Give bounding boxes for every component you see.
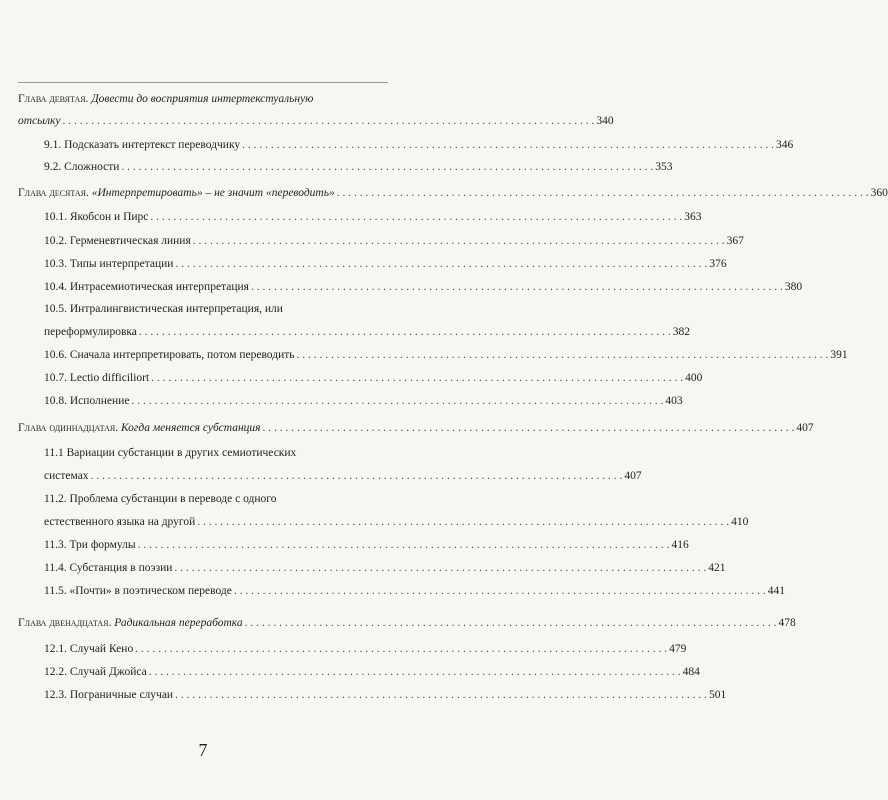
section-title: 10.4. Интрасемиотическая интерпретация xyxy=(44,281,249,293)
toc-section-12-1[interactable] xyxy=(44,642,687,656)
page-number: 501 xyxy=(708,689,727,701)
chapter-title: Довести до восприятия интертекстуальную xyxy=(91,93,314,105)
toc-section-10-2[interactable] xyxy=(44,234,744,248)
page-number: 380 xyxy=(784,281,803,293)
toc-section-10-1[interactable] xyxy=(44,210,702,224)
page-number: 441 xyxy=(767,585,785,597)
toc-section-11-4[interactable] xyxy=(44,561,726,575)
toc-section-11-3[interactable] xyxy=(44,538,689,552)
dot-leader xyxy=(135,642,667,656)
dot-leader xyxy=(193,234,725,248)
section-title: 10.7. Lectio difficiliort xyxy=(44,372,150,384)
page-number: 407 xyxy=(796,422,814,434)
section-title: 12.1. Случай Кено xyxy=(44,643,134,655)
page-number: 407 xyxy=(624,470,642,482)
page-number: 340 xyxy=(596,115,614,127)
chapter-title: «Интерпретировать» – не значит «переводить» xyxy=(91,187,335,199)
section-title: 11.5. «Почти» в поэтическом переводе xyxy=(44,585,232,597)
section-title-cont: естественного языка на другой xyxy=(44,516,196,528)
toc-section-11-1[interactable] xyxy=(44,446,642,483)
section-title-cont: системах xyxy=(44,470,89,482)
toc-section-10-8[interactable] xyxy=(44,394,683,408)
toc-section-10-4[interactable] xyxy=(44,280,803,294)
dot-leader xyxy=(138,538,670,552)
dot-leader xyxy=(151,371,683,385)
toc-chapter-9[interactable] xyxy=(18,92,614,128)
chapter-title: Когда меняется субстанция xyxy=(120,422,261,434)
section-title: 11.2. Проблема субстанции в переводе с одного xyxy=(44,493,277,505)
toc-section-12-3[interactable] xyxy=(44,688,727,702)
dot-leader xyxy=(245,616,777,630)
section-title: 11.4. Субстанция в поэзии xyxy=(44,562,173,574)
chapter-title: Радикальная переработка xyxy=(114,617,243,629)
chapter-label: Глава двенадцатая. xyxy=(18,617,112,629)
chapter-title-cont: отсылку xyxy=(18,115,61,127)
page-number: 403 xyxy=(665,395,683,407)
page-number: 416 xyxy=(671,539,689,551)
page-folio: 7 xyxy=(198,740,208,760)
dot-leader xyxy=(297,348,829,362)
chapter-label: Глава десятая. xyxy=(18,187,89,199)
dot-leader xyxy=(251,280,783,294)
dot-leader xyxy=(121,160,653,174)
page-number: 400 xyxy=(685,372,703,384)
section-title: 10.3. Типы интерпретации xyxy=(44,258,174,270)
section-title-cont: переформулировка xyxy=(44,326,137,338)
page-number: 484 xyxy=(682,666,700,678)
page-number: 479 xyxy=(669,643,687,655)
section-title: 9.1. Подсказать интертекст переводчику xyxy=(44,139,241,151)
page-number: 421 xyxy=(708,562,726,574)
section-title: 11.3. Три формулы xyxy=(44,539,136,551)
section-title: 9.2. Сложности xyxy=(44,161,120,173)
dot-leader xyxy=(263,421,795,435)
toc-section-11-5[interactable] xyxy=(44,584,785,598)
section-title: 10.5. Интралингвистическая интерпретация, или xyxy=(44,303,283,315)
section-title: 10.2. Герменевтическая линия xyxy=(44,235,191,247)
dot-leader xyxy=(150,210,682,224)
page-number: 360 xyxy=(870,187,888,199)
top-rule xyxy=(18,82,388,83)
section-title: 10.1. Якобсон и Пирс xyxy=(44,211,149,223)
dot-leader xyxy=(149,665,681,679)
section-title: 10.8. Исполнение xyxy=(44,395,130,407)
toc-section-10-7[interactable] xyxy=(44,371,703,385)
section-title: 12.2. Случай Джойса xyxy=(44,666,147,678)
dot-leader xyxy=(175,257,707,271)
page-number: 363 xyxy=(684,211,702,223)
toc-section-12-2[interactable] xyxy=(44,665,700,679)
toc-section-10-5[interactable] xyxy=(44,302,691,339)
section-title: 12.3. Пограничные случаи xyxy=(44,689,174,701)
dot-leader xyxy=(197,515,729,529)
page-number: 367 xyxy=(726,235,744,247)
toc-chapter-12[interactable] xyxy=(18,616,796,630)
page-number: 382 xyxy=(672,326,691,338)
chapter-label: Глава одиннадцатая. xyxy=(18,422,119,434)
toc-section-11-2[interactable] xyxy=(44,492,749,529)
dot-leader xyxy=(174,561,706,575)
dot-leader xyxy=(131,394,663,408)
dot-leader xyxy=(242,138,774,152)
dot-leader xyxy=(91,469,623,483)
page-number: 391 xyxy=(830,349,848,361)
page-number: 353 xyxy=(655,161,673,173)
toc-section-9-1[interactable] xyxy=(44,138,794,152)
toc-section-9-2[interactable] xyxy=(44,160,673,174)
page-number: 410 xyxy=(731,516,749,528)
toc-chapter-10[interactable] xyxy=(18,186,888,200)
page-number: 376 xyxy=(709,258,727,270)
section-title: 11.1 Вариации субстанции в других семиотических xyxy=(44,447,297,459)
section-title: 10.6. Сначала интерпретировать, потом переводить xyxy=(44,349,295,361)
dot-leader xyxy=(139,325,671,339)
dot-leader xyxy=(337,186,869,200)
chapter-label: Глава девятая. xyxy=(18,93,89,105)
dot-leader xyxy=(175,688,707,702)
dot-leader xyxy=(234,584,766,598)
toc-section-10-3[interactable] xyxy=(44,257,727,271)
page-number: 478 xyxy=(778,617,796,629)
dot-leader xyxy=(62,114,594,128)
toc-section-10-6[interactable] xyxy=(44,348,848,362)
page-number: 346 xyxy=(776,139,794,151)
toc-chapter-11[interactable] xyxy=(18,421,814,435)
